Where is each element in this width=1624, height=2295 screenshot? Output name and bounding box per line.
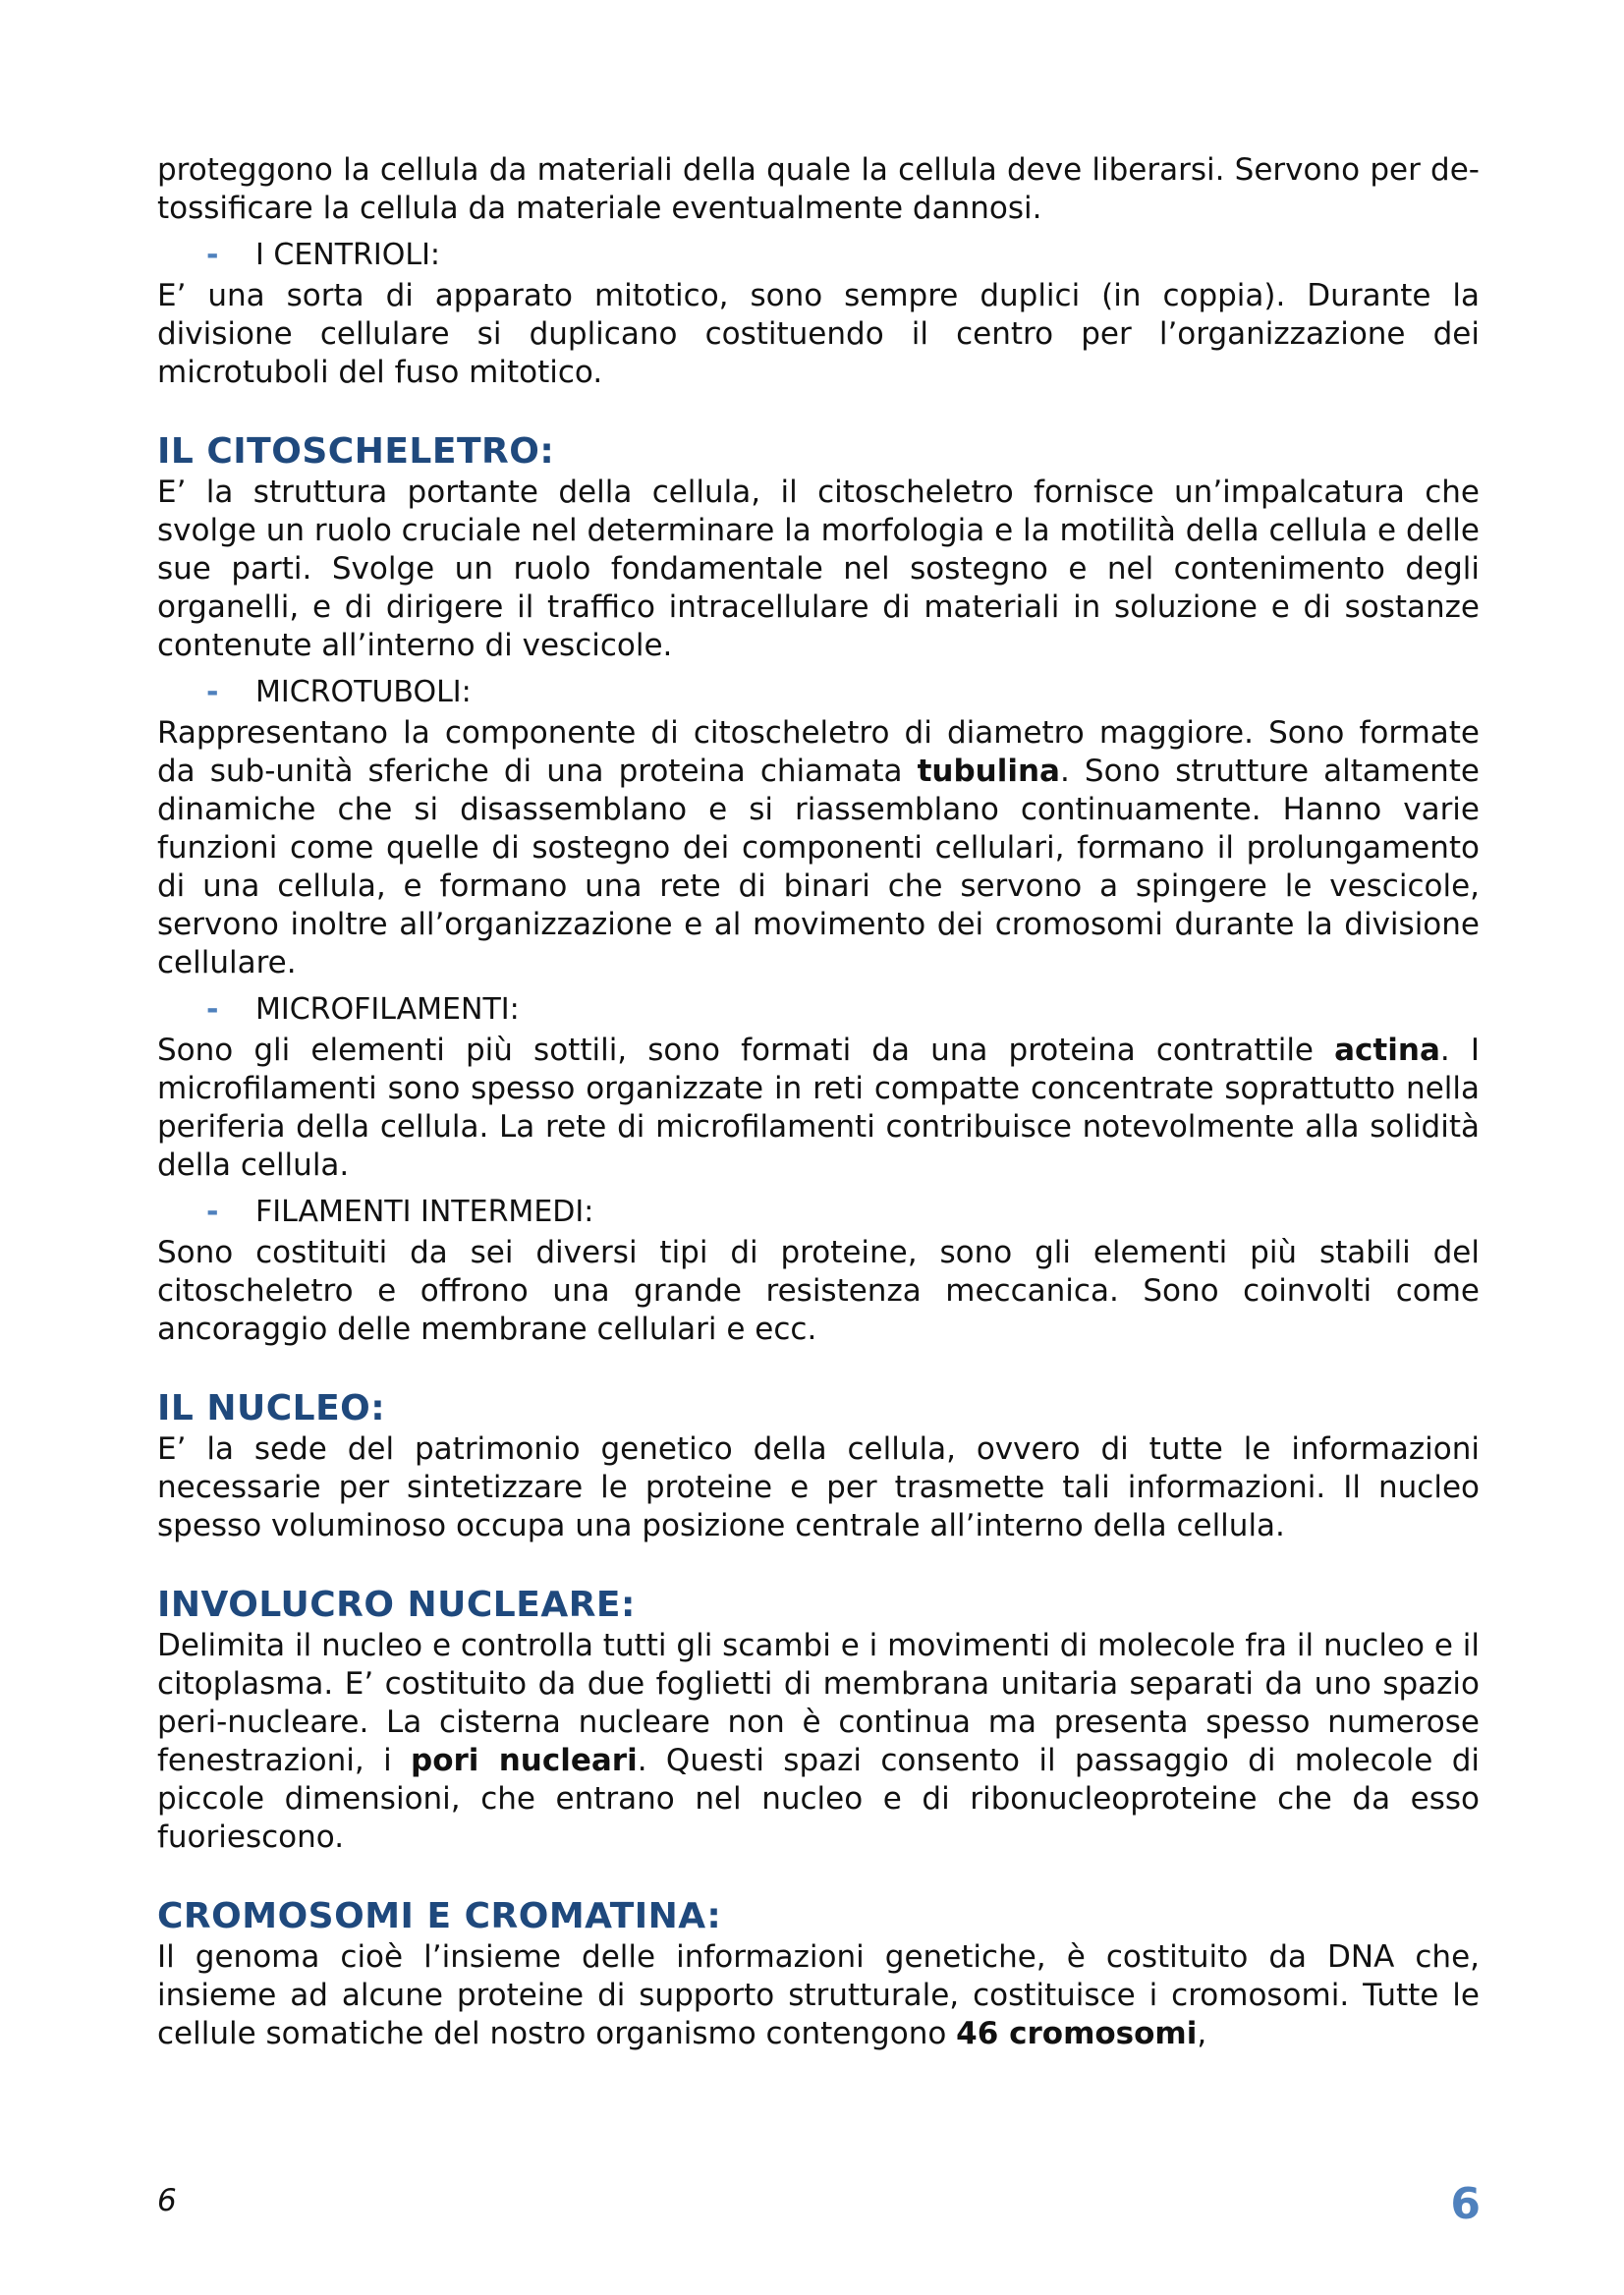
text-run: Rappresentano la componente di citoscheletro di diametro maggiore. Sono formate da sub-unità sferiche di una proteina chiamata: [157, 715, 1480, 789]
bullet-label: MICROTUBOLI:: [255, 675, 472, 709]
bullet-label: MICROFILAMENTI:: [255, 992, 520, 1027]
bullet-microtuboli: [157, 675, 1480, 710]
text-run: ,: [1197, 2016, 1207, 2051]
involucro-paragraph: [157, 1627, 1480, 1857]
text-run: . Questi spazi consento il passaggio di molecole di piccole dimensioni, che entrano nel nucleo e di ribonucleoproteine che da esso fuoriescono.: [157, 1743, 1480, 1855]
centrioli-paragraph: E’ una sorta di apparato mitotico, sono sempre duplici (in coppia). Durante la divisione cellulare si duplicano costituendo il centro per l’organizzazione dei microtuboli del fuso mitotico.: [157, 278, 1480, 390]
document-page: [157, 151, 1480, 2053]
heading-involucro-nucleare: INVOLUCRO NUCLEARE:: [157, 1585, 636, 1625]
citoscheletro-paragraph: E’ la struttura portante della cellula, il citoscheletro fornisce un’impalcatura che svolge un ruolo cruciale nel determinare la morfologia e la motilità della cellula e delle sue parti. Svolge un ruolo fondamentale nel sostegno e nel contenimento degli organelli, e di dirigere il traffico intracellulare di materiali in soluzione e di sostanze contenute all’interno di vescicole.: [157, 475, 1480, 663]
text-run: . I microfilamenti sono spesso organizzate in reti compatte concentrate soprattutto nella periferia della cellula. La rete di microfilamenti contribuisce notevolmente alla solidità della cellula.: [157, 1033, 1480, 1183]
page-number-right: 6: [1450, 2179, 1481, 2229]
intro-paragraph: proteggono la cellula da materiali della quale la cellula deve liberarsi. Servono per de-tossificare la cellula da materiale eventualmente dannosi.: [157, 152, 1480, 226]
dash-bullet-icon: -: [206, 992, 219, 1027]
text-run: Sono gli elementi più sottili, sono formati da una proteina contrattile: [157, 1033, 1335, 1068]
dash-bullet-icon: -: [206, 1195, 219, 1229]
bullet-label: I CENTRIOLI:: [255, 238, 441, 272]
text-run: Il genoma cioè l’insieme delle informazioni genetiche, è costituito da DNA che, insieme ad alcune proteine di supporto strutturale, costituisce i cromosomi. Tutte le cellule somatiche del nostro organismo contengono: [157, 1939, 1480, 2051]
text-run: Delimita il nucleo e controlla tutti gli scambi e i movimenti di molecole fra il nucleo e il citoplasma. E’ costituito da due foglietti di membrana unitaria separati da uno spazio peri-nucleare. La cisterna nucleare non è continua ma presenta spesso numerose fenestrazioni, i: [157, 1628, 1480, 1778]
heading-nucleo: IL NUCLEO:: [157, 1388, 386, 1428]
page-number-left: 6: [157, 2183, 177, 2218]
microfilamenti-paragraph: [157, 1032, 1480, 1185]
bold-term: pori nucleari: [411, 1743, 638, 1778]
dash-bullet-icon: -: [206, 238, 219, 272]
bold-term: actina: [1334, 1033, 1440, 1068]
bold-term: tubulina: [917, 754, 1060, 789]
nucleo-paragraph: E’ la sede del patrimonio genetico della cellula, ovvero di tutte le informazioni necessarie per sintetizzare le proteine e per trasmette tali informazioni. Il nucleo spesso voluminoso occupa una posizione centrale all’interno della cellula.: [157, 1431, 1480, 1543]
cromosomi-paragraph: [157, 1938, 1480, 2053]
bullet-centrioli: [157, 238, 1480, 273]
bullet-microfilamenti: [157, 992, 1480, 1028]
bold-term: 46 cromosomi: [956, 2016, 1198, 2051]
microtuboli-paragraph: [157, 714, 1480, 982]
bullet-filamenti-intermedi: [157, 1195, 1480, 1230]
bullet-label: FILAMENTI INTERMEDI:: [255, 1195, 594, 1229]
heading-cromosomi-cromatina: CROMOSOMI E CROMATINA:: [157, 1896, 722, 1936]
intermedi-paragraph: Sono costituiti da sei diversi tipi di proteine, sono gli elementi più stabili del citoscheletro e offrono una grande resistenza meccanica. Sono coinvolti come ancoraggio delle membrane cellulari e ecc.: [157, 1235, 1480, 1347]
text-run: . Sono strutture altamente dinamiche che si disassemblano e si riassemblano continuamente. Hanno varie funzioni come quelle di sostegno dei componenti cellulari, formano il prolungamento di una cellula, e formano una rete di binari che servono a spingere le vescicole, servono inoltre all’organizzazione e al movimento dei cromosomi durante la divisione cellulare.: [157, 754, 1480, 980]
dash-bullet-icon: -: [206, 675, 219, 709]
heading-citoscheletro: IL CITOSCHELETRO:: [157, 431, 555, 472]
